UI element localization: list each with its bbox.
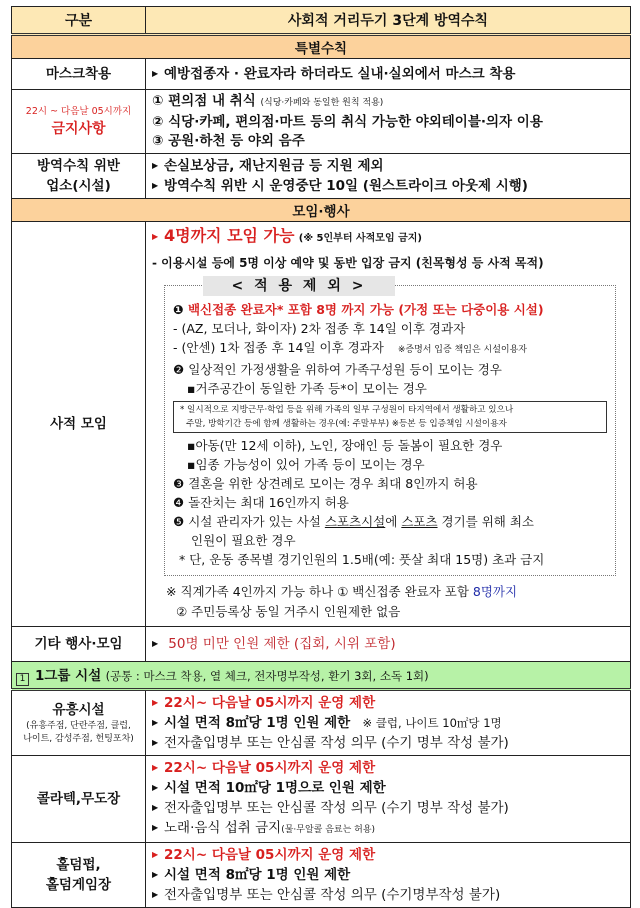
row-holdem: 홀덤펍, 홀덤게임장 ▶ 22시~ 다음날 05시까지 운영 제한 ▶ 시설 면적 8㎡당 1명 인원 제한 ▶ 전자출입명부 또는 안심콜 작성 의무 (수기명부작성 불가) (12, 843, 631, 908)
row-label: 기타 행사·모임 (12, 627, 146, 662)
row-private-gathering: 사적 모임 ▶ 4명까지 모임 가능 (※ 5인부터 사적모임 금지) - 이용시설 등에 5명 이상 예약 및 동반 입장 금지 (친목형성 등 사적 목적) < 적 용 제 외 > ❶ 백신접종 완료자* 포함 8명 까지 가능 (가정 또는 다중이용 시설) - (AZ, 모더나, 화이자) 2차 접종 후 14일 이후 경과자 - (안센) 1차 접종 후 14일 이후 경과자 ※증명서 입증 책임은 시설이용자 ❷ 일상적인 가정생활을 위하여 가족구성원 등이 모이는 경우 ▪거주공간이 동일한 가족 등*이 모이는 경우 * 일시적으로 지방근무·학업 등을 위해 가족의 일부 구성원이 타지역에서 생활하고 있으나 주말, 방학기간 등에 함께 생활하는 경우(예: 주말부부) ※등본 등 입증책임 시설이용자 ▪아동(만 12세 이하), 노인, 장애인 등 돌봄이 필요한 경우 ▪임종 가능성이 있어 가족 등이 모이는 경우 ❸ 결혼을 위한 상견례로 모이는 경우 최대 8인까지 허용 ❹ 돌잔치는 최대 16인까지 허용 ❺ 시설 관리자가 있는 사설 스포츠시설에 스포츠 경기를 위해 최소 인원이 필요한 경우 * 단, 운동 종목별 경기인원의 1.5배(예: 풋살 최대 15명) 초과 금지 ※ 직계가족 4인까지 가능 하나 ① 백신접종 완료자 포함 8명까지 ② 주민등록상 동일 거주시 인원제한 없음 (12, 222, 631, 627)
bullet-icon: ▶ (152, 181, 159, 190)
bullet-icon: ▶ (152, 69, 159, 78)
bullet-icon: ▶ (152, 850, 159, 859)
table-header (12, 7, 631, 35)
mask-text: 예방접종자 · 완료자라 하더라도 실내·실외에서 마스크 착용 (164, 66, 516, 82)
row-label: 마스크착용 (12, 59, 146, 90)
row-colatec: 콜라텍,무도장 ▶ 22시~ 다음날 05시까지 운영 제한 ▶ 시설 면적 10㎡당 1명으로 인원 제한 ▶ 전자출입명부 또는 안심콜 작성 의무 (수기 명부 작성 불가) ▶ 노래·음식 섭취 금지(물·무알콜 음료는 허용) (12, 756, 631, 843)
row-mask (12, 59, 631, 90)
section-group1: 1 1그룹 시설 (공통 : 마스크 착용, 열 체크, 전자명부작성, 환기 3회, 소독 1회) (12, 662, 631, 690)
group-number-box: 1 (16, 673, 29, 686)
bullet-icon: ▶ (152, 803, 159, 812)
bullet-icon: ▶ (152, 718, 159, 727)
row-label: 사적 모임 (12, 222, 146, 627)
bullet-icon: ▶ (152, 823, 159, 832)
header-title: 사회적 거리두기 3단계 방역수칙 (146, 7, 631, 35)
section-gathering (12, 199, 631, 222)
prohibit-item: ③ 공원·하천 등 야외 음주 (152, 133, 305, 149)
rules-table (11, 6, 631, 908)
prohibit-time: 22시 ~ 다음날 05시까지 (25, 105, 132, 117)
row-prohibit (12, 90, 631, 154)
row-violation: 방역수칙 위반 업소(시설) ▶ 손실보상금, 재난지원금 등 지원 제외 ▶ 방역수칙 위반 시 운영중단 10일 (원스트라이크 아웃제 시행) (12, 154, 631, 199)
prohibit-item: ① 편의점 내 취식 (식당·카페와 동일한 원칙 적용) (152, 93, 384, 109)
bullet-icon: ▶ (152, 870, 159, 879)
bullet-icon: ▶ (152, 890, 159, 899)
prohibit-item: ② 식당·카페, 편의점·마트 등의 취식 가능한 야외테이블·의자 이용 (152, 114, 543, 130)
row-other-events: 기타 행사·모임 ▶ 50명 미만 인원 제한 (집회, 시위 포함) (12, 627, 631, 662)
footnote-box: * 일시적으로 지방근무·학업 등을 위해 가족의 일부 구성원이 타지역에서 생활하고 있으나 주말, 방학기간 등에 함께 생활하는 경우(예: 주말부부) ※등본 등 입증책임 시설이용자 (173, 401, 607, 433)
bullet-icon: ▶ (152, 232, 159, 241)
bullet-icon: ▶ (152, 738, 159, 747)
section-title: 모임·행사 (12, 199, 631, 222)
row-entertainment: 유흥시설 (유흥주점, 단란주점, 클럽, 나이트, 감성주점, 헌팅포차) ▶ 22시~ 다음날 05시까지 운영 제한 ▶ 시설 면적 8㎡당 1명 인원 제한 ※ 클럽, 나이트 10㎡당 1명 ▶ 전자출입명부 또는 안심콜 작성 의무 (수기 명부 작성 불가) (12, 690, 631, 756)
bullet-icon: ▶ (152, 783, 159, 792)
exceptions-box: < 적 용 제 외 > ❶ 백신접종 완료자* 포함 8명 까지 가능 (가정 또는 다중이용 시설) - (AZ, 모더나, 화이자) 2차 접종 후 14일 이후 경과자 - (안센) 1차 접종 후 14일 이후 경과자 ※증명서 입증 책임은 시설이용자 ❷ 일상적인 가정생활을 위하여 가족구성원 등이 모이는 경우 ▪거주공간이 동일한 가족 등*이 모이는 경우 * 일시적으로 지방근무·학업 등을 위해 가족의 일부 구성원이 타지역에서 생활하고 있으나 주말, 방학기간 등에 함께 생활하는 경우(예: 주말부부) ※등본 등 입증책임 시설이용자 ▪아동(만 12세 이하), 노인, 장애인 등 돌봄이 필요한 경우 ▪임종 가능성이 있어 가족 등이 모이는 경우 ❸ 결혼을 위한 상견례로 모이는 경우 최대 8인까지 허용 ❹ 돌잔치는 최대 16인까지 허용 ❺ 시설 관리자가 있는 사설 스포츠시설에 스포츠 경기를 위해 최소 인원이 필요한 경우 * 단, 운동 종목별 경기인원의 1.5배(예: 풋살 최대 15명) 초과 금지 (164, 285, 616, 576)
section-title: 특별수칙 (12, 35, 631, 59)
prohibit-label: 금지사항 (51, 120, 106, 137)
bullet-icon: ▶ (152, 639, 159, 648)
exceptions-title: < 적 용 제 외 > (203, 276, 395, 296)
header-category: 구분 (12, 7, 146, 35)
quarantine-rules-document (11, 6, 631, 908)
bullet-icon: ▶ (152, 763, 159, 772)
bullet-icon: ▶ (152, 698, 159, 707)
bullet-icon: ▶ (152, 161, 159, 170)
section-special (12, 35, 631, 59)
